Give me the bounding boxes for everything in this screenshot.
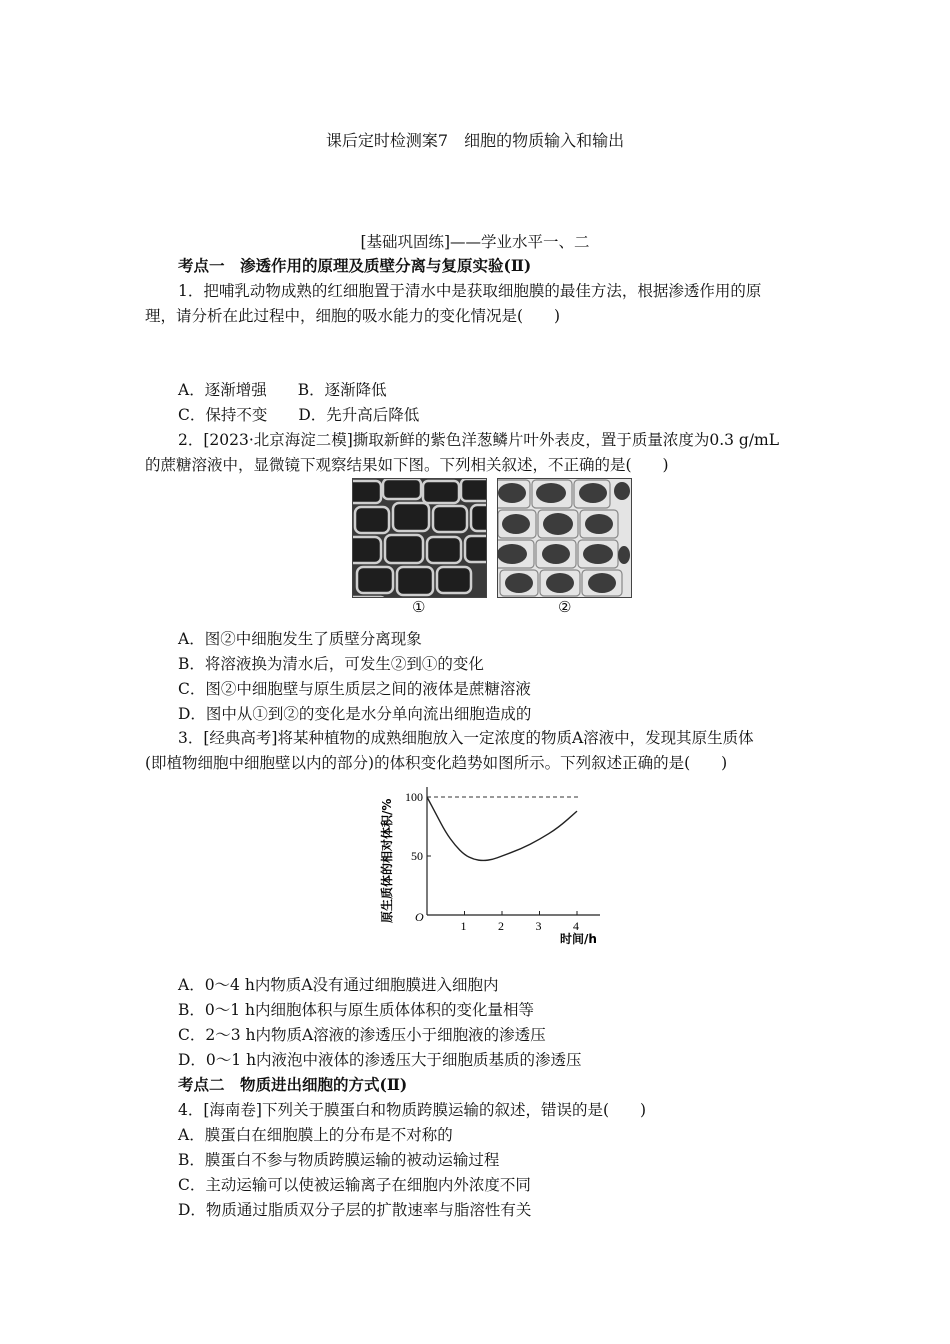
q2-option-b: B．将溶液换为清水后，可发生②到①的变化 — [178, 655, 484, 673]
x-tick-label-3: 3 — [535, 919, 542, 933]
series-line — [427, 797, 577, 860]
origin-label: O — [415, 910, 424, 924]
q4-option-c: C．主动运输可以使被运输离子在细胞内外浓度不同 — [178, 1176, 531, 1194]
micrograph-1-label: ① — [412, 598, 426, 616]
q3-line1: 3．[经典高考]将某种植物的成熟细胞放入一定浓度的物质A溶液中，发现其原生质体 — [178, 729, 754, 747]
kaodian-2-heading: 考点二 物质进出细胞的方式(Ⅱ) — [178, 1075, 408, 1094]
x-tick-label-2: 2 — [498, 919, 504, 933]
protoplast-volume-chart — [375, 775, 615, 950]
micrograph-1 — [352, 478, 487, 598]
y-axis-label: 原生质体的相对体积/% — [380, 798, 394, 923]
q1-options-row2: C．保持不变 D．先升高后降低 — [178, 406, 420, 424]
q1-line1: 1．把哺乳动物成熟的红细胞置于清水中是获取细胞膜的最佳方法，根据渗透作用的原 — [178, 282, 762, 300]
q4-option-b: B．膜蛋白不参与物质跨膜运输的被动运输过程 — [178, 1151, 500, 1169]
q3-line2: (即植物细胞中细胞壁以内的部分)的体积变化趋势如图所示。下列叙述正确的是( ) — [145, 754, 728, 772]
q3-option-b: B．0～1 h内细胞体积与原生质体体积的变化量相等 — [178, 1001, 535, 1019]
q3-option-c: C．2～3 h内物质A溶液的渗透压小于细胞液的渗透压 — [178, 1026, 546, 1044]
x-tick-label-1: 1 — [460, 919, 467, 933]
kaodian-1-heading: 考点一 渗透作用的原理及质壁分离与复原实验(Ⅱ) — [178, 256, 532, 275]
q2-option-d: D．图中从①到②的变化是水分单向流出细胞造成的 — [178, 705, 532, 723]
section-header: [基础巩固练]——学业水平一、二 — [360, 233, 590, 251]
q4-option-a: A．膜蛋白在细胞膜上的分布是不对称的 — [178, 1126, 453, 1144]
q3-option-a: A．0～4 h内物质A没有通过细胞膜进入细胞内 — [178, 976, 499, 994]
q2-line1: 2．[2023·北京海淀二模]撕取新鲜的紫色洋葱鳞片叶外表皮，置于质量浓度为0.3 g/mL — [178, 431, 780, 449]
x-tick-label-4: 4 — [573, 919, 579, 933]
micrograph-2-label: ② — [558, 598, 572, 616]
y-tick-label-50: 50 — [411, 849, 423, 863]
q2-option-a: A．图②中细胞发生了质壁分离现象 — [178, 630, 422, 648]
micrograph-2 — [497, 478, 632, 598]
page-title: 课后定时检测案7 细胞的物质输入和输出 — [325, 131, 625, 150]
q2-line2: 的蔗糖溶液中，显微镜下观察结果如下图。下列相关叙述，不正确的是( ) — [145, 456, 669, 474]
x-axis-label: 时间/h — [560, 932, 597, 946]
q2-option-c: C．图②中细胞壁与原生质层之间的液体是蔗糖溶液 — [178, 680, 531, 698]
q4-option-d: D．物质通过脂质双分子层的扩散速率与脂溶性有关 — [178, 1201, 532, 1219]
q1-line2: 理，请分析在此过程中，细胞的吸水能力的变化情况是( ) — [145, 307, 561, 325]
q3-option-d: D．0～1 h内液泡中液体的渗透压大于细胞质基质的渗透压 — [178, 1051, 582, 1069]
q4-line1: 4．[海南卷]下列关于膜蛋白和物质跨膜运输的叙述，错误的是( ) — [178, 1101, 647, 1119]
q1-options-row1: A．逐渐增强 B．逐渐降低 — [178, 381, 387, 399]
y-tick-label-100: 100 — [405, 790, 423, 804]
